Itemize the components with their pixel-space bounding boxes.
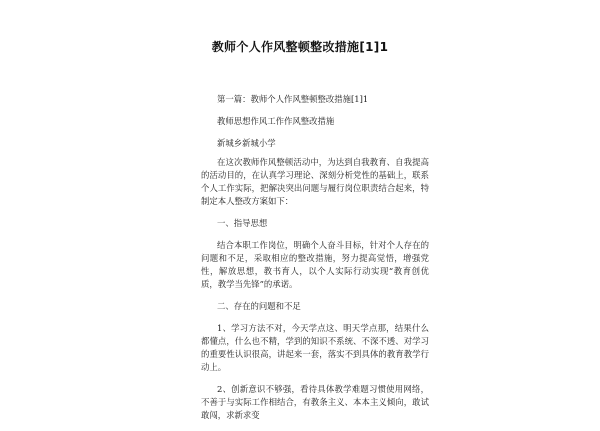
intro-paragraph: 在这次教师作风整顿活动中，为达到自我教育、自我提高的活动目的，在认真学习理论、深刻分析党性的基础上，联系个人工作实际，把解决突出问题与履行岗位职责结合起来，特制定本人整改方案如下： (201, 157, 429, 206)
document-title: 教师个人作风整顿整改措施[1]1 (211, 40, 389, 54)
document-body (201, 93, 429, 431)
school-name: 新城乡新城小学 (217, 138, 276, 148)
heading-problems: 二、存在的问题和不足 (217, 301, 301, 311)
problem-paragraph-1: 1、学习方法不对，今天学点这、明天学点那，结果什么都懂点，什么也不精，学到的知识不系统、不深不透、对学习的重要性认识很高，讲起来一套，落实不到具体的教育教学行动上。 (201, 323, 429, 372)
section-heading: 第一篇：教师个人作风整顿整改措施[1]1 (217, 94, 369, 104)
guiding-ideology-paragraph: 结合本职工作岗位，明确个人奋斗目标，针对个人存在的问题和不足，采取相应的整改措施，努力提高觉悟，增强党性，解放思想，教书育人，以个人实际行动实现“教育创优质，教学当先锋”的承诺。 (201, 240, 429, 289)
subtitle: 教师思想作风工作作风整改措施 (217, 116, 335, 126)
heading-guiding-ideology: 一、指导思想 (217, 218, 268, 228)
problem-paragraph-2: 2、创新意识不够强，看待具体教学难题习惯使用网络，不善于与实际工作相结合，有教条主义、本本主义倾向，敢试敢闯，求新求变 (201, 384, 429, 420)
